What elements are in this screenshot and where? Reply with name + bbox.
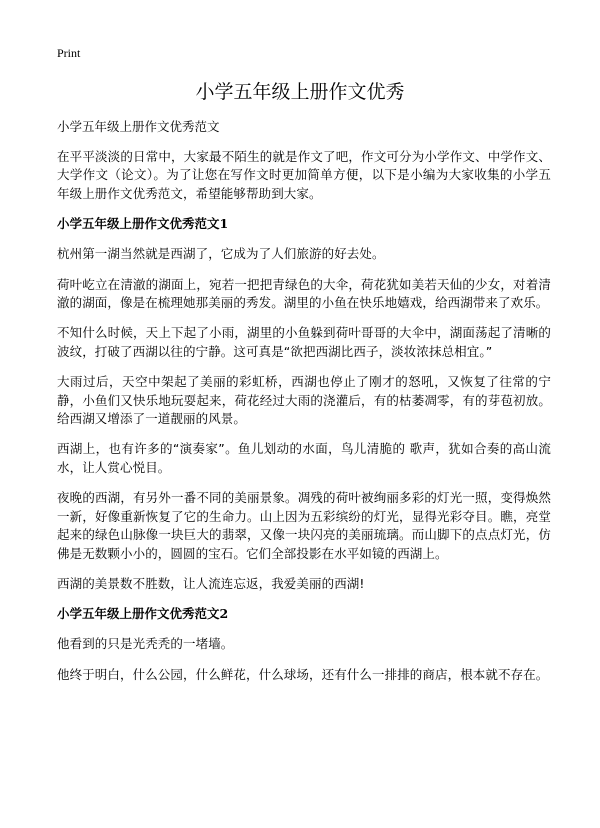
section-2-paragraph: 他看到的只是光秃秃的一堵墙。 bbox=[57, 636, 234, 652]
print-link[interactable]: Print bbox=[57, 46, 81, 60]
section-1-paragraph: 西湖的美景数不胜数，让人流连忘返，我爱美丽的西湖! bbox=[57, 575, 365, 591]
section-2-paragraph: 他终于明白，什么公园，什么鲜花，什么球场，还有什么一排排的商店，根本就不存在。 bbox=[57, 666, 549, 682]
document-subtitle: 小学五年级上册作文优秀范文 bbox=[57, 119, 220, 134]
section-1-paragraph: 不知什么时候，天上下起了小雨，湖里的小鱼躲到荷叶哥哥的大伞中，湖面荡起了清晰的波纹，打破了西湖以往的宁静。这可真是“欲把西湖比西子，淡妆浓抹总相宜。” bbox=[57, 325, 551, 359]
document-title: 小学五年级上册作文优秀 bbox=[195, 81, 405, 103]
document-body bbox=[57, 118, 551, 696]
section-2-heading: 小学五年级上册作文优秀范文2 bbox=[57, 606, 229, 622]
section-1-paragraph: 荷叶屹立在清澈的湖面上，宛若一把把青绿色的大伞，荷花犹如美若天仙的少女，对着清澈的湖面，像是在梳理她那美丽的秀发。湖里的小鱼在快乐地嬉戏，给西湖带来了欢乐。 bbox=[57, 276, 551, 311]
intro-paragraph: 在平平淡淡的日常中，大家最不陌生的就是作文了吧，作文可分为小学作文、中学作文、大学作文（论文）。为了让您在写作文时更加简单方便，以下是小编为大家收集的小学五年级上册作文优秀范文，希望能够帮助到大家。 bbox=[57, 149, 551, 201]
section-1-heading: 小学五年级上册作文优秀范文1 bbox=[57, 216, 229, 232]
section-1-paragraph: 大雨过后，天空中架起了美丽的彩虹桥，西湖也停止了刚才的怒吼，又恢复了往常的宁静，小鱼们又快乐地玩耍起来，荷花经过大雨的浇灌后，有的枯萎凋零，有的芽苞初放。给西湖又增添了一道靓丽的风景。 bbox=[57, 374, 551, 427]
section-1-paragraph: 杭州第一湖当然就是西湖了，它成为了人们旅游的好去处。 bbox=[57, 246, 385, 262]
section-1-paragraph: 夜晚的西湖，有另外一番不同的美丽景象。凋残的荷叶被绚丽多彩的灯光一照，变得焕然一新，好像重新恢复了它的生命力。山上因为五彩缤纷的灯光，显得光彩夺目。瞧，亮堂起来的绿色山脉像一块巨大的翡翠，又像一块闪亮的美丽琉璃。而山脚下的点点灯光，仿佛是无数颗小小的，圆圆的宝石。它们全部投影在水平如镜的西湖上。 bbox=[57, 490, 551, 561]
section-1-paragraph: 西湖上，也有许多的“演奏家”。鱼儿划动的水面，鸟儿清脆的 歌声，犹如合奏的高山流水，让人赏心悦目。 bbox=[57, 441, 551, 475]
